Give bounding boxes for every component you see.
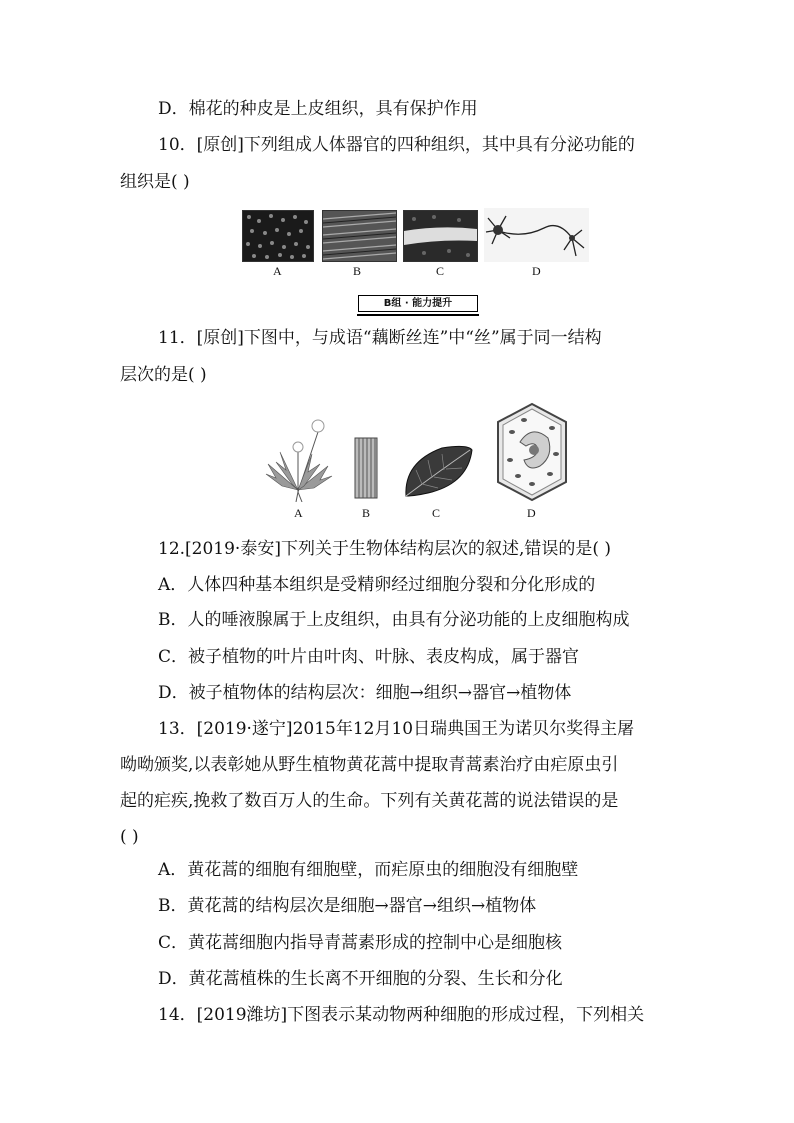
q9-option-d: D．棉花的种皮是上皮组织，具有保护作用 (158, 99, 478, 119)
tissue-c-image (403, 210, 478, 262)
q12-option-b: B．人的唾液腺属于上皮组织，由具有分泌功能的上皮细胞构成 (158, 610, 630, 630)
q11-label-d: D (527, 506, 536, 520)
q10-label-d: D (532, 264, 541, 278)
q11-label-c: C (432, 506, 441, 520)
q13-option-b: B．黄花蒿的结构层次是细胞→器官→组织→植物体 (158, 896, 537, 916)
q13-stem-line3: 起的疟疾,挽救了数百万人的生命。下列有关黄花蒿的说法错误的是 (120, 791, 619, 811)
tissue-a-image (242, 210, 314, 262)
section-banner: B组 · 能力提升 (358, 295, 478, 312)
plant-cell-d-image (494, 402, 570, 502)
q13-option-d: D．黄花蒿植株的生长离不开细胞的分裂、生长和分化 (158, 969, 563, 989)
q12-option-c: C．被子植物的叶片由叶肉、叶脉、表皮构成，属于器官 (158, 647, 580, 667)
q10-label-a: A (273, 264, 282, 278)
tissue-b-image (322, 210, 397, 262)
q13-stem-line2: 呦呦颁奖,以表彰她从野生植物黄花蒿中提取青蒿素治疗由疟原虫引 (120, 755, 619, 775)
q10-stem-line2: 组织是( ) (120, 172, 190, 192)
q11-stem-line2: 层次的是( ) (120, 365, 207, 385)
q13-stem-line1: 13．[2019·遂宁]2015年12月10日瑞典国王为诺贝尔奖得主屠 (158, 719, 635, 739)
tissue-d-neuron-image (484, 208, 589, 262)
q13-stem-line4: ( ) (120, 827, 139, 847)
q12-stem: 12.[2019·泰安]下列关于生物体结构层次的叙述,错误的是( ) (158, 539, 612, 559)
q12-option-d: D．被子植物体的结构层次：细胞→组织→器官→植物体 (158, 683, 572, 703)
q10-stem-line1: 10．[原创]下列组成人体器官的四种组织，其中具有分泌功能的 (158, 135, 635, 155)
q11-label-a: A (294, 506, 303, 520)
q11-stem-line1: 11．[原创]下图中，与成语“藕断丝连”中“丝”属于同一结构 (158, 328, 602, 348)
q10-label-b: B (353, 264, 362, 278)
plant-b-image (354, 437, 378, 499)
q13-option-c: C．黄花蒿细胞内指导青蒿素形成的控制中心是细胞核 (158, 933, 563, 953)
q14-stem-line1: 14．[2019潍坊]下图表示某动物两种细胞的形成过程，下列相关 (158, 1005, 645, 1025)
q12-option-a: A．人体四种基本组织是受精卵经过细胞分裂和分化形成的 (158, 575, 596, 595)
q11-label-b: B (362, 506, 371, 520)
leaf-c-image (402, 442, 474, 500)
q13-option-a: A．黄花蒿的细胞有细胞壁，而疟原虫的细胞没有细胞壁 (158, 860, 579, 880)
plant-a-image (262, 412, 334, 502)
q10-label-c: C (436, 264, 445, 278)
